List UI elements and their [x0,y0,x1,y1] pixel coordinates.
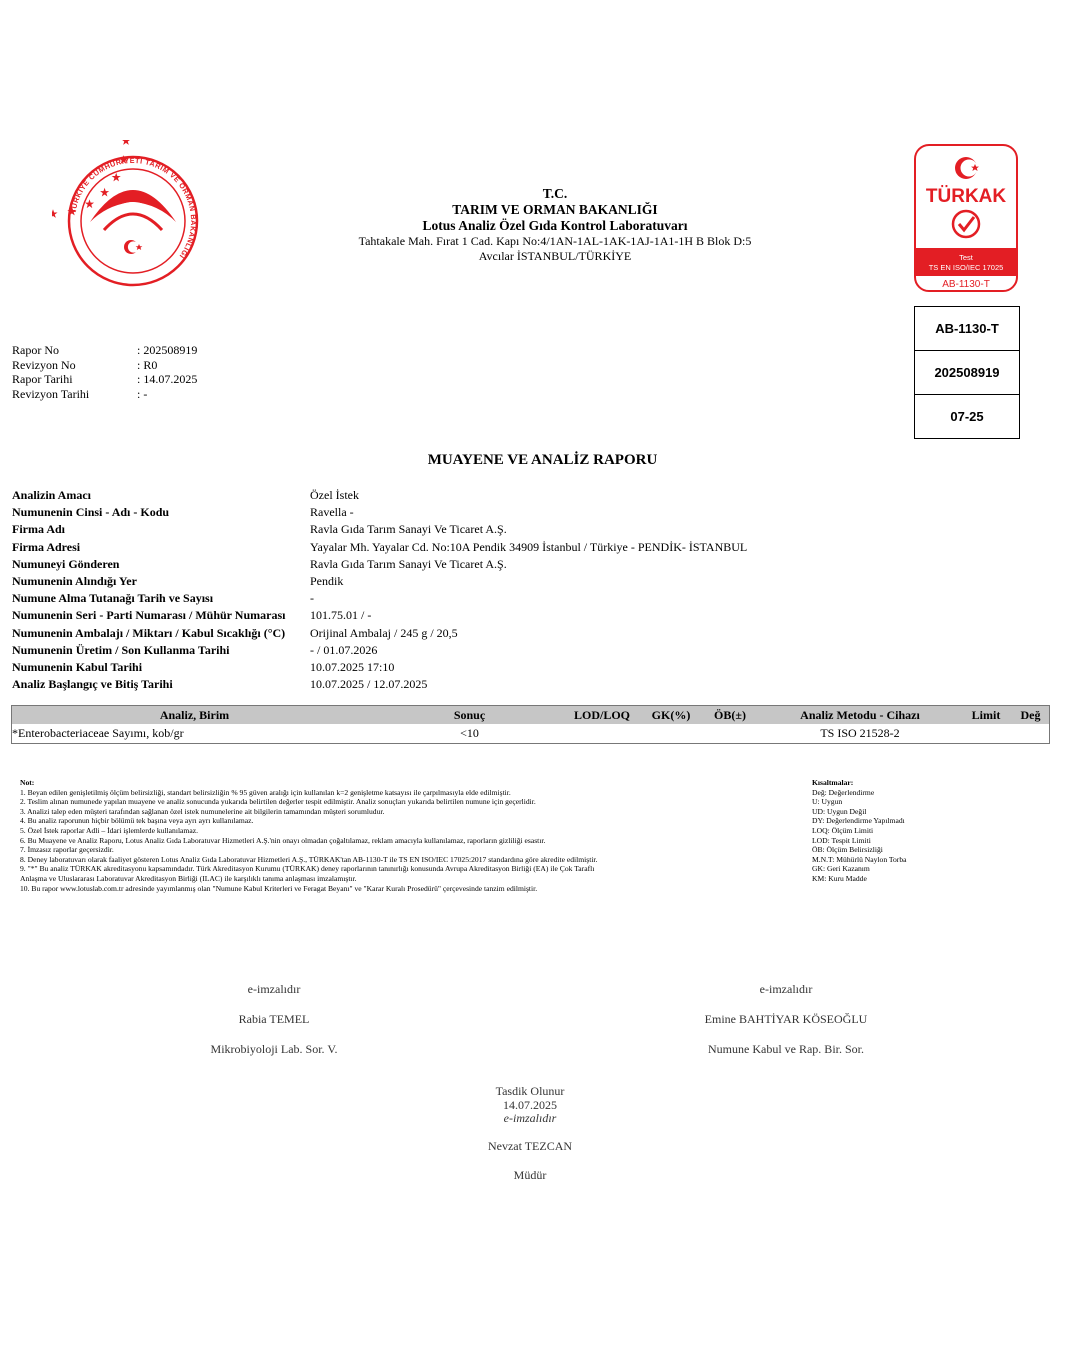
info-row [12,504,747,521]
info-value: Ravla Gıda Tarım Sanayi Ve Ticaret A.Ş. [310,522,507,537]
column-header: ÖB(±) [714,708,746,722]
header-city: Avcılar İSTANBUL/TÜRKİYE [478,249,632,263]
column-header: Sonuç [453,708,486,722]
note-item: 1. Beyan edilen genişletilmiş ölçüm belirsizliği, standart belirsizliğin % 95 güven aralığı için kullanılan k=2 genişletme katsayısı ile çarpılmasıyla elde edilmiştir. [20,787,511,797]
meta-value: : 14.07.2025 [137,372,198,386]
abbreviations-section [812,778,1012,884]
info-label: Numune Alma Tutanağı Tarih ve Sayısı [12,591,214,606]
approval-block [380,1085,680,1183]
table-cell: *Enterobacteriaceae Sayımı, kob/gr [12,726,184,740]
approval-heading: Tasdik Olunur [495,1084,565,1098]
turkak-code-text: AB-1130-T [942,279,990,290]
notes-heading: Not: [20,778,35,787]
turkak-accreditation-logo [914,144,1018,292]
meta-value: : 202508919 [137,343,198,357]
info-row [12,676,747,693]
meta-row [12,372,197,387]
notes-section [20,778,760,893]
note-item: 8. Deney laboratuvarı olarak faaliyet gösteren Lotus Analiz Gıda Laboratuvar Hizmetleri A.Ş., TÜRKAK'tan AB-1130-T ile TS EN ISO/IEC 17025:2017 standardına göre akredite edilmiştir. [20,854,598,864]
abbreviation-item: LOQ: Ölçüm Limiti [812,825,874,835]
header-ministry: TARIM VE ORMAN BAKANLIĞI [452,202,658,217]
lab-header [300,186,810,264]
info-label: Numunenin Cinsi - Adı - Kodu [12,505,170,520]
accreditation-code-box [914,306,1020,439]
signature-block-right [636,982,936,1072]
abbreviation-item: ÖB: Ölçüm Belirsizliği [812,845,883,855]
approval-role: Müdür [513,1168,547,1182]
seal-star-icon [52,209,58,218]
info-label: Numunenin Alındığı Yer [12,574,137,589]
analysis-table [11,705,1050,744]
meta-label: Rapor Tarihi [12,372,73,386]
code-box-accreditation: AB-1130-T [915,307,1019,351]
table-row [12,724,1049,743]
signature-status: e-imzalıdır [759,982,813,996]
abbreviation-item: UD: Uygun Değil [812,806,867,816]
column-header: LOD/LOQ [573,708,630,722]
seal-ring-text: TÜRKİYE CUMHURİYETİ TARIM VE ORMAN BAKANLIĞI [68,155,199,261]
meta-label: Revizyon Tarihi [12,386,90,401]
info-row [12,607,747,624]
info-row [12,590,747,607]
abbreviations-heading: Kısaltmalar: [812,778,854,787]
info-row [12,625,747,642]
note-item: 5. Özel İstek raporlar Adli – İdari işlemlerde kullanılamaz. [20,825,198,835]
info-label: Numunenin Seri - Parti Numarası / Mühür Numarası [12,608,286,623]
report-title: MUAYENE VE ANALİZ RAPORU [427,452,658,468]
info-row [12,573,747,590]
info-value: Pendik [310,574,344,589]
code-box-report-no: 202508919 [915,351,1019,395]
table-cell [700,724,760,743]
seal-star-icon [85,199,94,208]
column-header: Değ [1020,708,1041,722]
header-lab-name: Lotus Analiz Özel Gıda Kontrol Laboratuvarı [422,218,688,233]
meta-value: : R0 [137,357,158,372]
info-value: Ravella - [310,505,354,520]
note-item: 2. Teslim alınan numunede yapılan muayene ve analiz sonucunda yukarıda belirtilen değerler tespit edilmiştir. Analiz sonuçları yukarıda belirtilen numune için geçerlidir. [20,797,536,807]
meta-label: Revizyon No [12,357,76,372]
abbreviation-item: Değ: Değerlendirme [812,787,875,797]
meta-row [12,343,197,358]
info-value: 10.07.2025 / 12.07.2025 [310,677,428,692]
info-label: Numunenin Ambalajı / Miktarı / Kabul Sıcaklığı (°C) [12,625,286,640]
table-cell: <10 [460,726,479,740]
info-label: Analiz Başlangıç ve Bitiş Tarihi [12,677,173,692]
column-header: Analiz Metodu - Cihazı [800,708,920,722]
sample-info [12,487,747,693]
note-item: 9. "*" Bu analiz TÜRKAK akreditasyonu kapsamındadır. Türk Akreditasyon Kurumu (TÜRKAK) deney raporlarının tanınırlığı konusunda Avrupa Akreditasyon Birliği (EA) ile Çok Taraflı [20,864,595,874]
table-cell [562,724,642,743]
table-cell: TS ISO 21528-2 [820,726,900,740]
seal-star-icon [100,188,109,197]
info-row [12,659,747,676]
table-cell [1012,724,1049,743]
abbreviation-item: LOD: Tespit Limiti [812,835,871,845]
column-header: Analiz, Birim [159,708,230,722]
info-row [12,556,747,573]
signature-status: e-imzalıdır [247,982,301,996]
signature-role: Numune Kabul ve Rap. Bir. Sor. [708,1042,864,1056]
info-label: Firma Adresi [12,539,81,554]
turkak-brand-text: TÜRKAK [925,186,1007,207]
info-value: Özel İstek [310,488,359,502]
info-label: Numunenin Kabul Tarihi [12,660,143,675]
ministry-seal-logo [52,140,214,302]
table-cell [642,724,700,743]
code-box-period: 07-25 [950,409,984,424]
note-item: 7. İmzasız raporlar geçersizdir. [20,845,114,855]
header-tc: T.C. [542,186,568,201]
turkak-test-text: Test [959,253,973,262]
info-value: 101.75.01 / - [310,608,372,623]
seal-star-icon [121,140,130,145]
note-item: 10. Bu rapor www.lotuslab.com.tr adresinde yayımlanmış olan "Numune Kabul Kriterleri ve Feragat Beyanı" ve "Karar Kuralı Prosedürü" çerçevesinde tanzim edilmiştir. [20,883,538,893]
info-value: Yayalar Mh. Yayalar Cd. No:10A Pendik 34909 İstanbul / Türkiye - PENDİK- İSTANBUL [310,539,748,554]
meta-row [12,387,197,402]
signature-block-left [124,982,424,1072]
seal-star-icon [112,173,121,182]
abbreviation-item: U: Uygun [812,797,843,807]
abbreviation-item: M.N.T: Mühürlü Naylon Torba [812,854,907,864]
note-item: Anlaşma ve Uluslararası Laboratuvar Akreditasyon Birliği (ILAC) ile karşılıklı tanıma anlaşması imzalamıştır. [20,873,357,883]
approval-status: e-imzalıdır [503,1111,557,1125]
meta-label: Rapor No [12,343,59,357]
signature-name: Emine BAHTİYAR KÖSEOĞLU [704,1012,868,1026]
column-header: Limit [971,708,1001,722]
meta-row [12,358,197,373]
info-row [12,521,747,538]
info-row [12,539,747,556]
info-label: Numuneyi Gönderen [12,556,120,571]
info-row [12,642,747,659]
info-value: Orijinal Ambalaj / 245 g / 20,5 [310,625,458,640]
header-address: Tahtakale Mah. Fırat 1 Cad. Kapı No:4/1AN-1AL-1AK-1AJ-1A1-1H B Blok D:5 [358,234,752,248]
info-label: Numunenin Üretim / Son Kullanma Tarihi [12,642,230,657]
approval-name: Nevzat TEZCAN [487,1138,573,1153]
note-item: 3. Analizi talep eden müşteri tarafından sağlanan özel istek numunelerine ait bilgilerin tamamından müşteri sorumludur. [20,806,385,816]
meta-value: : - [137,386,148,401]
info-label: Analizin Amacı [12,488,92,502]
info-value: - [310,591,314,606]
signature-role: Mikrobiyoloji Lab. Sor. V. [210,1042,338,1056]
turkak-standard-text: TS EN ISO/IEC 17025 [928,263,1004,272]
note-item: 6. Bu Muayene ve Analiz Raporu, Lotus Analiz Gıda Laboratuvar Hizmetleri A.Ş.'nin onayı olmadan çoğaltılamaz, reklam amacıyla kullanılamaz, raporların gizliliği esastır. [20,835,546,845]
note-item: 4. Bu analiz raporunun hiçbir bölümü tek başına veya ayrı ayrı kullanılamaz. [20,816,254,826]
table-header [12,706,1049,724]
abbreviation-item: DY: Değerlendirme Yapılmadı [812,816,905,826]
info-label: Firma Adı [12,522,65,537]
info-value: 10.07.2025 17:10 [310,660,395,675]
column-header: GK(%) [651,708,691,722]
table-cell [960,724,1012,743]
info-value: - / 01.07.2026 [310,642,378,657]
info-row [12,487,747,504]
signature-name: Rabia TEMEL [238,1012,310,1026]
abbreviation-item: KM: Kuru Madde [812,873,867,883]
report-meta [12,343,197,401]
approval-date: 14.07.2025 [503,1097,557,1112]
info-value: Ravla Gıda Tarım Sanayi Ve Ticaret A.Ş. [310,556,507,571]
abbreviation-item: GK: Geri Kazanım [812,864,870,874]
